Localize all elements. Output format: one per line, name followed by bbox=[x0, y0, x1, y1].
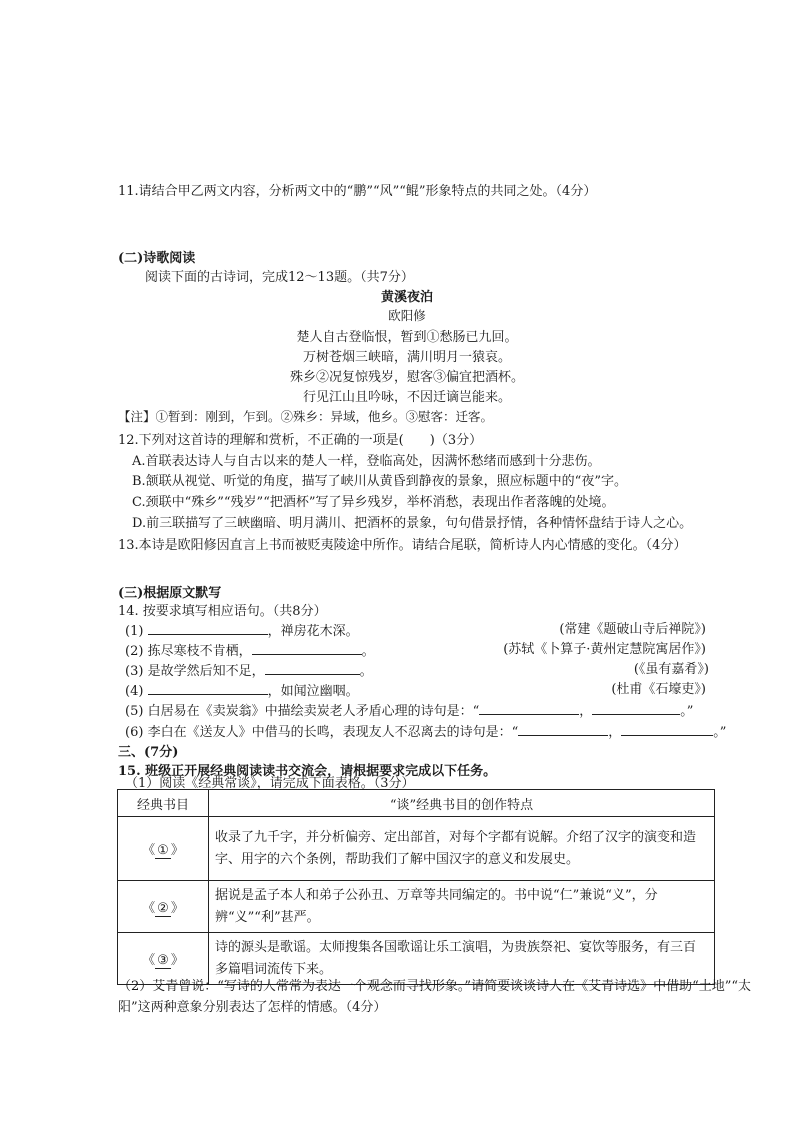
item-number: (4) bbox=[125, 684, 144, 699]
book-blank-cell[interactable] bbox=[118, 817, 209, 881]
poem-line: 楚人自古登临恨，暂到①愁肠已九回。 bbox=[296, 330, 518, 345]
dictation-item-1 bbox=[125, 620, 359, 639]
book-description: 据说是孟子本人和弟子公孙丑、万章等共同编定的。书中说“仁”兼说“义”，分辨“义”“利”甚严。 bbox=[209, 881, 715, 933]
poetry-instruction: 阅读下面的古诗词，完成12～13题。（共7分） bbox=[145, 270, 414, 285]
table-row bbox=[118, 881, 715, 933]
item-number: (2) bbox=[125, 644, 144, 659]
blank-mark: ③ bbox=[157, 953, 169, 968]
item-text: 是故学然后知不足， bbox=[147, 664, 265, 679]
item-number: (3) bbox=[125, 664, 144, 679]
question-15-sub2-line2: 阳”这两种意象分别表达了怎样的情感。（4分） bbox=[118, 1000, 387, 1015]
item-tail: 。” bbox=[680, 704, 694, 719]
section-poetry-heading: (二)诗歌阅读 bbox=[118, 251, 196, 266]
dictation-item-4 bbox=[125, 680, 359, 699]
item-number: (5) bbox=[125, 704, 144, 719]
answer-blank[interactable] bbox=[518, 723, 608, 736]
answer-blank[interactable] bbox=[148, 622, 268, 635]
item-tail: 。” bbox=[713, 725, 727, 740]
dictation-item-6 bbox=[125, 721, 726, 740]
question-12-stem: 12.下列对这首诗的理解和赏析，不正确的一项是( )（3分） bbox=[118, 433, 483, 448]
item-text: 白居易在《卖炭翁》中描绘卖炭老人矛盾心理的诗句是：“ bbox=[147, 704, 480, 719]
book-bracket-close: 》 bbox=[170, 901, 184, 916]
answer-blank[interactable] bbox=[621, 723, 713, 736]
question-15-sub1: （1）阅读《经典常谈》，请完成下面表格。（3分） bbox=[125, 776, 415, 791]
item-sep: ， bbox=[579, 704, 593, 719]
answer-blank[interactable] bbox=[148, 682, 268, 695]
book-bracket-open: 《 bbox=[142, 901, 156, 916]
option-b: B.颔联从视觉、听觉的角度，描写了峡川从黄昏到静夜的景象，照应标题中的“夜”字。 bbox=[132, 474, 627, 489]
column-header: 经典书目 bbox=[118, 790, 209, 817]
option-d: D.前三联描写了三峡幽暗、明月满川、把酒杯的景象，句句借景抒情，各种情怀盘结于诗人之心。 bbox=[132, 516, 693, 531]
blank-mark: ① bbox=[157, 843, 169, 858]
item-text: 拣尽寒枝不肯栖， bbox=[147, 644, 252, 659]
answer-blank[interactable] bbox=[592, 702, 680, 715]
item-number: (1) bbox=[125, 624, 144, 639]
book-description: 收录了九千字，并分析偏旁、定出部首，对每个字都有说解。介绍了汉字的演变和造字、用字的六个条例，帮助我们了解中国汉字的意义和发展史。 bbox=[209, 817, 715, 881]
question-14-stem: 14. 按要求填写相应语句。（共8分） bbox=[118, 604, 327, 619]
dictation-source-4: (杜甫《石壕吏》) bbox=[611, 682, 706, 697]
column-header: “谈”经典书目的创作特点 bbox=[209, 790, 715, 817]
question-11: 11.请结合甲乙两文内容，分析两文中的“鹏”“风”“鲲”形象特点的共同之处。（4分） bbox=[118, 184, 597, 199]
question-13: 13.本诗是欧阳修因直言上书而被贬夷陵途中所作。请结合尾联，简析诗人内心情感的变化。（4分） bbox=[118, 538, 687, 553]
poem-line: 万树苍烟三峡暗，满川明月一猿哀。 bbox=[302, 350, 511, 365]
poem-author: 欧阳修 bbox=[388, 308, 426, 323]
dictation-source-1: (常建《题破山寺后禅院》) bbox=[559, 622, 706, 637]
question-15: 15. 班级正开展经典阅读读书交流会，请根据要求完成以下任务。 bbox=[118, 764, 497, 779]
option-a: A.首联表达诗人与自古以来的楚人一样，登临高处，因满怀愁绪而感到十分悲伤。 bbox=[132, 454, 601, 469]
item-text: ，禅房花木深。 bbox=[267, 624, 359, 639]
dictation-item-3 bbox=[125, 660, 373, 679]
table-row bbox=[118, 817, 715, 881]
book-bracket-open: 《 bbox=[142, 953, 156, 968]
item-tail: 。 bbox=[361, 644, 375, 659]
item-sep: ， bbox=[608, 725, 622, 740]
blank-mark: ② bbox=[157, 901, 169, 916]
answer-blank[interactable] bbox=[252, 642, 362, 655]
option-c: C.颈联中“殊乡”“残岁”“把酒杯”写了异乡残岁，举杯消愁，表现出作者落魄的处境。 bbox=[132, 495, 615, 510]
dictation-item-5 bbox=[125, 700, 693, 719]
poem-title: 黄溪夜泊 bbox=[380, 290, 433, 305]
answer-blank[interactable] bbox=[479, 702, 579, 715]
classics-table bbox=[117, 789, 715, 985]
book-description: 诗的源头是歌谣。太师搜集各国歌谣让乐工演唱，为贵族祭祀、宴饮等服务，有三百多篇唱词流传下来。 bbox=[209, 933, 715, 985]
table-header-row bbox=[118, 790, 715, 817]
dictation-source-2: (苏轼《卜算子·黄州定慧院寓居作》) bbox=[503, 642, 706, 657]
part-three-heading: 三、(7分) bbox=[118, 745, 179, 760]
answer-blank[interactable] bbox=[265, 662, 360, 675]
book-blank-cell[interactable] bbox=[118, 881, 209, 933]
book-bracket-open: 《 bbox=[142, 843, 156, 858]
item-text: ，如闻泣幽咽。 bbox=[267, 684, 359, 699]
section-dictation-heading: (三)根据原文默写 bbox=[118, 586, 222, 601]
item-text: 李白在《送友人》中借马的长鸣，表现友人不忍离去的诗句是：“ bbox=[147, 725, 519, 740]
book-bracket-close: 》 bbox=[170, 843, 184, 858]
item-number: (6) bbox=[125, 725, 144, 740]
poem-line: 殊乡②况复惊残岁，慰客③偏宜把酒杯。 bbox=[289, 370, 524, 385]
question-15-sub2-line1: （2）艾青曾说：“写诗的人常常为表达一个观念而寻找形象。”请简要谈谈诗人在《艾青诗选》中借助“土地”“太 bbox=[118, 979, 752, 994]
dictation-source-3: (《虽有嘉肴》) bbox=[633, 662, 709, 677]
item-tail: 。 bbox=[359, 664, 373, 679]
poem-line: 行见江山且吟咏，不因迁谪岂能来。 bbox=[302, 390, 511, 405]
poem-note: 【注】①暂到：刚到，乍到。②殊乡：异域，他乡。③慰客：迁客。 bbox=[118, 409, 494, 424]
dictation-item-2 bbox=[125, 640, 375, 659]
book-bracket-close: 》 bbox=[170, 953, 184, 968]
